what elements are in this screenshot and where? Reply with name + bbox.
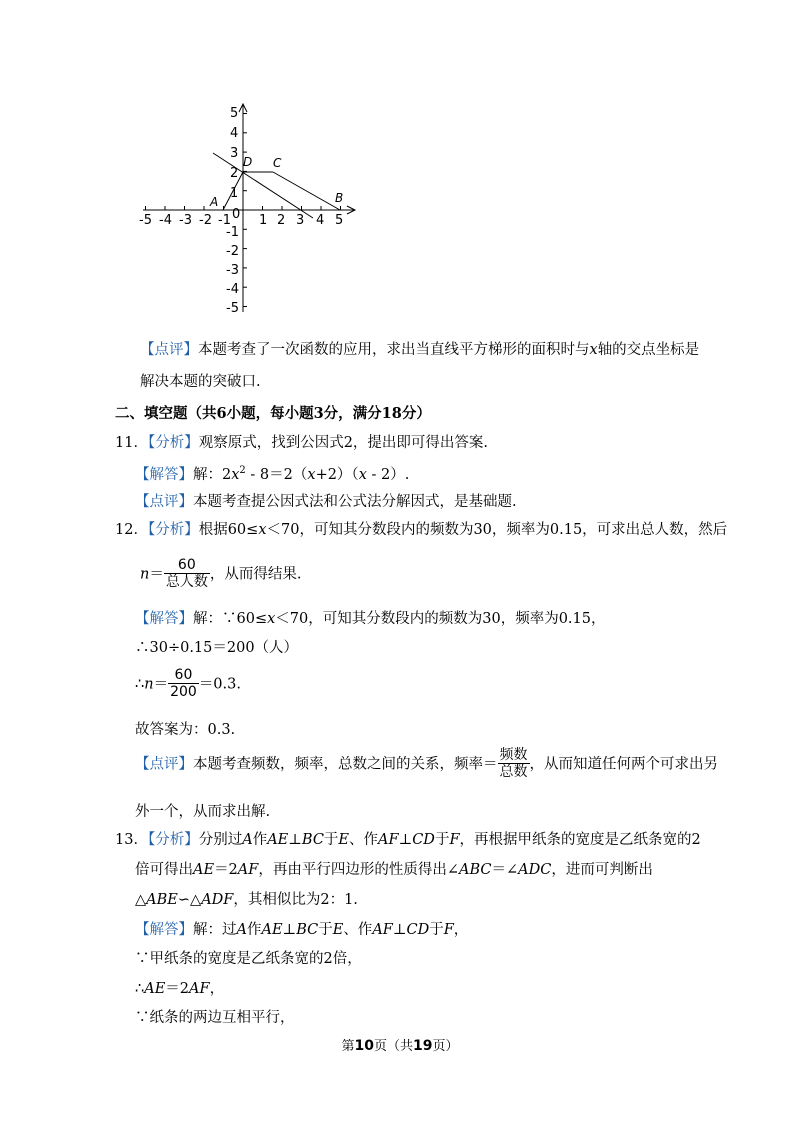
- q11-answer-rest: - 8＝2（: [245, 466, 308, 483]
- text: ＝∠: [491, 862, 519, 878]
- perp-symbol: ⊥: [398, 832, 413, 848]
- answer-tag: 【解答】: [135, 466, 193, 483]
- text: ，: [209, 981, 225, 997]
- q12-analysis-b: ＜70，可知其分数段内的频数为30，频率为0.15，可求出总人数，然后: [266, 522, 728, 538]
- section-title: 二、填空题（共6小题，每小题3分，满分18分）: [115, 405, 431, 422]
- line-c-b: [273, 172, 340, 210]
- perp-symbol: ⊥: [392, 922, 407, 938]
- page-footer: [0, 1035, 800, 1054]
- var: AE: [193, 862, 215, 878]
- q12-answer-b: ＜70，可知其分数段内的频数为30，频率为0.15，: [275, 611, 606, 627]
- var: BC: [301, 832, 324, 848]
- var: AF: [189, 981, 210, 997]
- point-label-a: A: [210, 195, 219, 209]
- q10-comment-text: 本题考查了一次函数的应用，求出当直线平方梯形的面积时与: [198, 342, 590, 358]
- exponent: 2: [239, 465, 246, 476]
- x-tick-label: 5: [335, 213, 344, 228]
- var: A: [242, 832, 253, 848]
- text: ，: [453, 922, 469, 938]
- var: E: [338, 832, 350, 848]
- fraction-numerator: 频数: [499, 747, 528, 763]
- text: 、作: [343, 922, 373, 938]
- footer-text: 第: [341, 1039, 355, 1054]
- comment-tag: 【点评】: [140, 342, 198, 358]
- x-tick-label: 2: [277, 213, 286, 228]
- var: A: [236, 922, 247, 938]
- var: F: [443, 922, 454, 938]
- var-x: x: [267, 611, 276, 627]
- x-tick-label: 1: [259, 213, 268, 228]
- analysis-tag: 【分析】: [147, 832, 199, 848]
- y-tick-label: -4: [226, 282, 239, 297]
- text: ，再由平行四边形的性质得出∠: [258, 862, 459, 878]
- q12-n-rest: ，从而得结果.: [209, 566, 302, 583]
- point-label-c: C: [273, 156, 282, 170]
- fraction-numerator: 60: [168, 668, 199, 684]
- fraction: [498, 748, 530, 780]
- q12-n-formula: [140, 558, 301, 590]
- answer-tag: 【解答】: [135, 922, 193, 938]
- text: 解：过: [193, 922, 237, 938]
- q12-analysis-a: 根据60≤: [198, 522, 259, 538]
- x-tick-label: 3: [296, 213, 305, 228]
- q13-since2: ∵纸条的两边互相平行，: [135, 1010, 295, 1026]
- q11-analysis: [115, 435, 488, 452]
- text: 于: [429, 922, 444, 938]
- var-x: x: [358, 466, 367, 483]
- x-tick-label: -4: [159, 213, 172, 228]
- q12-answer-a: 解：∵60≤: [193, 611, 268, 627]
- comment-tag: 【点评】: [135, 756, 193, 773]
- var-n: n: [144, 676, 154, 693]
- y-tick-label: 4: [230, 126, 239, 141]
- q12-calc: ∴30÷0.15＝200（人）: [135, 640, 299, 656]
- comment-tag: 【点评】: [135, 494, 193, 510]
- var: ABC: [459, 862, 492, 878]
- var: CD: [406, 922, 430, 938]
- fraction-denominator: 总数: [499, 764, 528, 781]
- y-tick-label: 3: [230, 146, 239, 161]
- page-number: 10: [354, 1038, 374, 1054]
- point-label-b: B: [335, 191, 344, 205]
- q10-comment-text-end: 轴的交点坐标是: [597, 342, 700, 358]
- triangle-symbol: △: [135, 892, 147, 908]
- var: BC: [296, 922, 319, 938]
- x-tick-label: -2: [199, 213, 212, 228]
- q11-analysis-text: 观察原式，找到公因式2，提出即可得出答案.: [198, 435, 489, 451]
- var-x: x: [231, 466, 240, 483]
- fraction-denominator: 200: [170, 684, 197, 701]
- footer-text: 页（共: [373, 1039, 413, 1054]
- q11-comment: [135, 494, 517, 511]
- text: ，其相似比为2：1.: [233, 892, 358, 908]
- var: AE: [267, 832, 289, 848]
- q12-final: 故答案为：0.3.: [135, 722, 236, 738]
- var-x: x: [589, 342, 598, 358]
- y-tick-label: 2: [230, 166, 239, 181]
- coordinate-graph: [135, 100, 395, 320]
- var-n: n: [140, 566, 150, 583]
- analysis-tag: 【分析】: [147, 522, 199, 538]
- q13-analysis-line2: [135, 862, 653, 879]
- y-tick-label: -2: [226, 244, 239, 259]
- var: AE: [144, 981, 166, 997]
- therefore: ∴: [135, 676, 145, 693]
- q12-frac2-rest: ＝0.3.: [198, 676, 241, 693]
- text: 分别过: [198, 832, 243, 848]
- x-tick-label: -5: [139, 213, 152, 228]
- var: AF: [378, 832, 399, 848]
- y-tick-label: -5: [226, 301, 239, 316]
- x-tick-label: -3: [179, 213, 192, 228]
- question-number: 12．: [115, 522, 148, 538]
- q13-analysis-line3: [135, 892, 358, 909]
- text: 于: [434, 832, 450, 848]
- var: AF: [372, 922, 393, 938]
- y-tick-label: 1: [230, 186, 239, 201]
- var-x: x: [258, 522, 267, 538]
- var: AE: [261, 922, 283, 938]
- perp-symbol: ⊥: [288, 832, 302, 848]
- q12-comment-b: ，从而知道任何两个可求出另: [529, 756, 718, 773]
- footer-text: 页）: [432, 1039, 459, 1054]
- y-tick-label: -3: [226, 263, 239, 278]
- q12-comment-line2: 外一个，从而求出解.: [135, 804, 271, 820]
- text: ＝2: [165, 981, 190, 997]
- text: 作: [246, 922, 262, 938]
- q11-answer: [135, 465, 409, 484]
- q12-comment-a: 本题考查频数，频率，总数之间的关系，频率＝: [193, 756, 498, 773]
- fraction: [164, 558, 210, 590]
- var: F: [449, 832, 460, 848]
- text: 倍可得出: [135, 862, 193, 878]
- x-tick-label: 0: [232, 207, 241, 222]
- fraction-numerator: 60: [164, 558, 210, 574]
- var: ADF: [201, 892, 234, 908]
- q10-comment-line2: 解决本题的突破口.: [140, 374, 261, 390]
- q12-comment: [135, 748, 718, 780]
- var: AF: [237, 862, 259, 878]
- var: CD: [412, 832, 435, 848]
- x-tick-label: 4: [316, 213, 325, 228]
- q13-since1: ∵甲纸条的宽度是乙纸条宽的2倍，: [135, 951, 362, 967]
- q13-answer: [135, 922, 468, 939]
- var-x: x: [307, 466, 316, 483]
- q11-answer-prefix: 解：2: [193, 466, 232, 483]
- var: ABE: [146, 892, 178, 908]
- q12-answer: [135, 611, 605, 628]
- q11-answer-rest2: +2）（: [315, 466, 359, 483]
- q13-therefore: [135, 981, 224, 998]
- q11-comment-text: 本题考查提公因式法和公式法分解因式，是基础题.: [193, 494, 517, 510]
- total-pages: 19: [413, 1038, 433, 1054]
- y-tick-label: 5: [230, 106, 239, 121]
- text: ，再根据甲纸条的宽度是乙纸条宽的2: [459, 832, 701, 848]
- q13-analysis-line1: [115, 832, 701, 849]
- q11-answer-rest3: - 2）.: [366, 466, 410, 483]
- similar-symbol: ∽△: [177, 892, 202, 908]
- text: 于: [323, 832, 339, 848]
- text: ，进而可判断出: [551, 862, 653, 878]
- text: ＝2: [214, 862, 238, 878]
- q12-analysis: [115, 522, 727, 539]
- question-number: 11．: [115, 435, 148, 451]
- var: ADC: [518, 862, 552, 878]
- x-tick-label: -1: [218, 213, 231, 228]
- var: E: [332, 922, 344, 938]
- text: 、作: [349, 832, 379, 848]
- fraction: [168, 668, 199, 700]
- q10-comment-line1: [140, 342, 699, 359]
- answer-tag: 【解答】: [135, 611, 193, 627]
- y-tick-label: -1: [226, 225, 239, 240]
- equals: ＝: [153, 676, 169, 693]
- q12-n-value: [135, 668, 241, 700]
- equals: ＝: [149, 566, 164, 583]
- point-label-d: D: [243, 155, 253, 169]
- question-number: 13．: [115, 832, 148, 848]
- fraction-denominator: 总人数: [165, 574, 208, 591]
- analysis-tag: 【分析】: [147, 435, 199, 451]
- therefore: ∴: [135, 981, 145, 997]
- text: 作: [252, 832, 268, 848]
- text: 于: [318, 922, 333, 938]
- perp-symbol: ⊥: [282, 922, 297, 938]
